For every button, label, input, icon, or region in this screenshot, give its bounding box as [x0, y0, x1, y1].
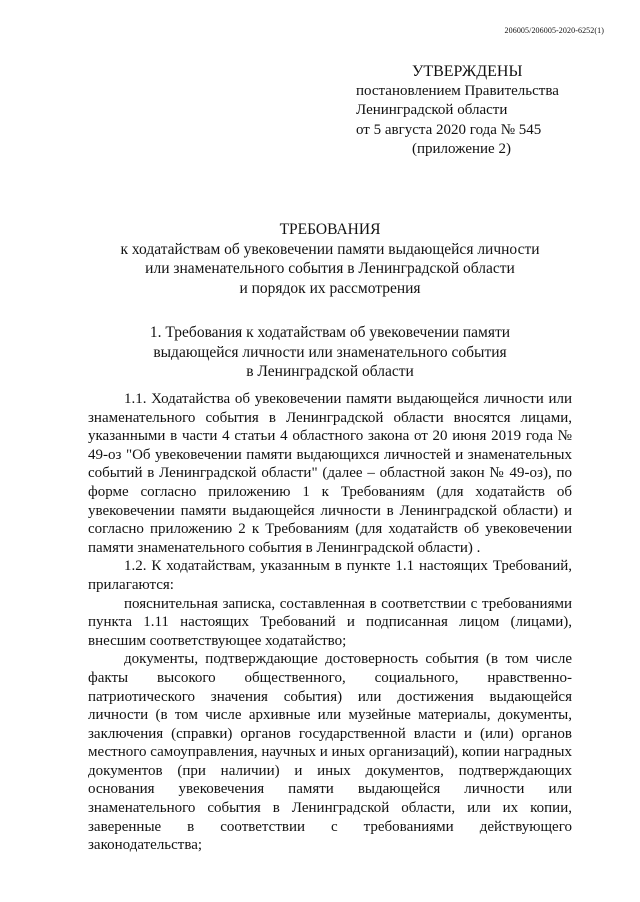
section-1-line-1: 1. Требования к ходатайствам об увековечении памяти — [149, 324, 511, 341]
title-line-2: или знаменательного события в Ленинградской области — [145, 260, 515, 277]
approval-line-1: постановлением Правительства — [356, 82, 559, 99]
approval-title: УТВЕРЖДЕНЫ — [412, 63, 523, 80]
paragraph-explanatory-note: пояснительная записка, составленная в соответствии с требованиями пункта 1.11 настоящих Требований и подписанная лицом (лицами), внесшим соответствующее ходатайство; — [88, 595, 572, 649]
document-title — [80, 220, 580, 298]
section-1-line-2: выдающейся личности или знаменательного события — [153, 343, 507, 361]
document-code: 206005/206005-2020-6252(1) — [504, 26, 604, 35]
title-heading: ТРЕБОВАНИЯ — [279, 221, 381, 238]
document-body — [88, 390, 572, 855]
approval-line-3: от 5 августа 2020 года № 545 — [356, 121, 542, 138]
title-line-1: к ходатайствам об увековечении памяти выдающейся личности — [120, 240, 540, 258]
approval-annex: (приложение 2) — [412, 141, 511, 157]
paragraph-1-1: 1.1. Ходатайства об увековечении памяти выдающейся личности или знаменательного события в Ленинградской области вносятся лицами, указанными в части 4 статьи 4 областного закона от 20 июня 2019 года № 49-оз "Об увековечении памяти выдающихся личностей и знаменательных событий в Ленинградской области" (далее – областной закон № 49-оз), по форме согласно приложению 1 к Требованиям (для ходатайств об увековечении памяти выдающейся личности в Ленинградской области) и согласно приложению 2 к Требованиям (для ходатайств об увековечении памяти знаменательного события в Ленинградской области) . — [88, 391, 572, 556]
paragraph-1-2: 1.2. К ходатайствам, указанным в пункте 1.1 настоящих Требований, прилагаются: — [88, 558, 572, 593]
approval-block — [356, 62, 616, 160]
approval-line-2: Ленинградской области — [356, 102, 508, 118]
title-line-3: и порядок их рассмотрения — [239, 279, 421, 297]
section-1-title — [80, 323, 580, 382]
paragraph-supporting-documents: документы, подтверждающие достоверность события (в том числе факты высокого общественного, социального, нравственно-патриотического значения события) или достижения выдающейся личности (в том числе архивные или музейные материалы, документы, заключения (справки) органов государственной власти и (или) органов местного самоуправления, научных и иных организаций), копии наградных документов (при наличии) и иных документов, подтверждающих основания увековечения памяти выдающейся личности или знаменательного события в Ленинградской области, или их копии, заверенные в соответствии с требованиями действующего законодательства; — [88, 651, 572, 854]
section-1-line-3: в Ленинградской области — [246, 363, 414, 380]
